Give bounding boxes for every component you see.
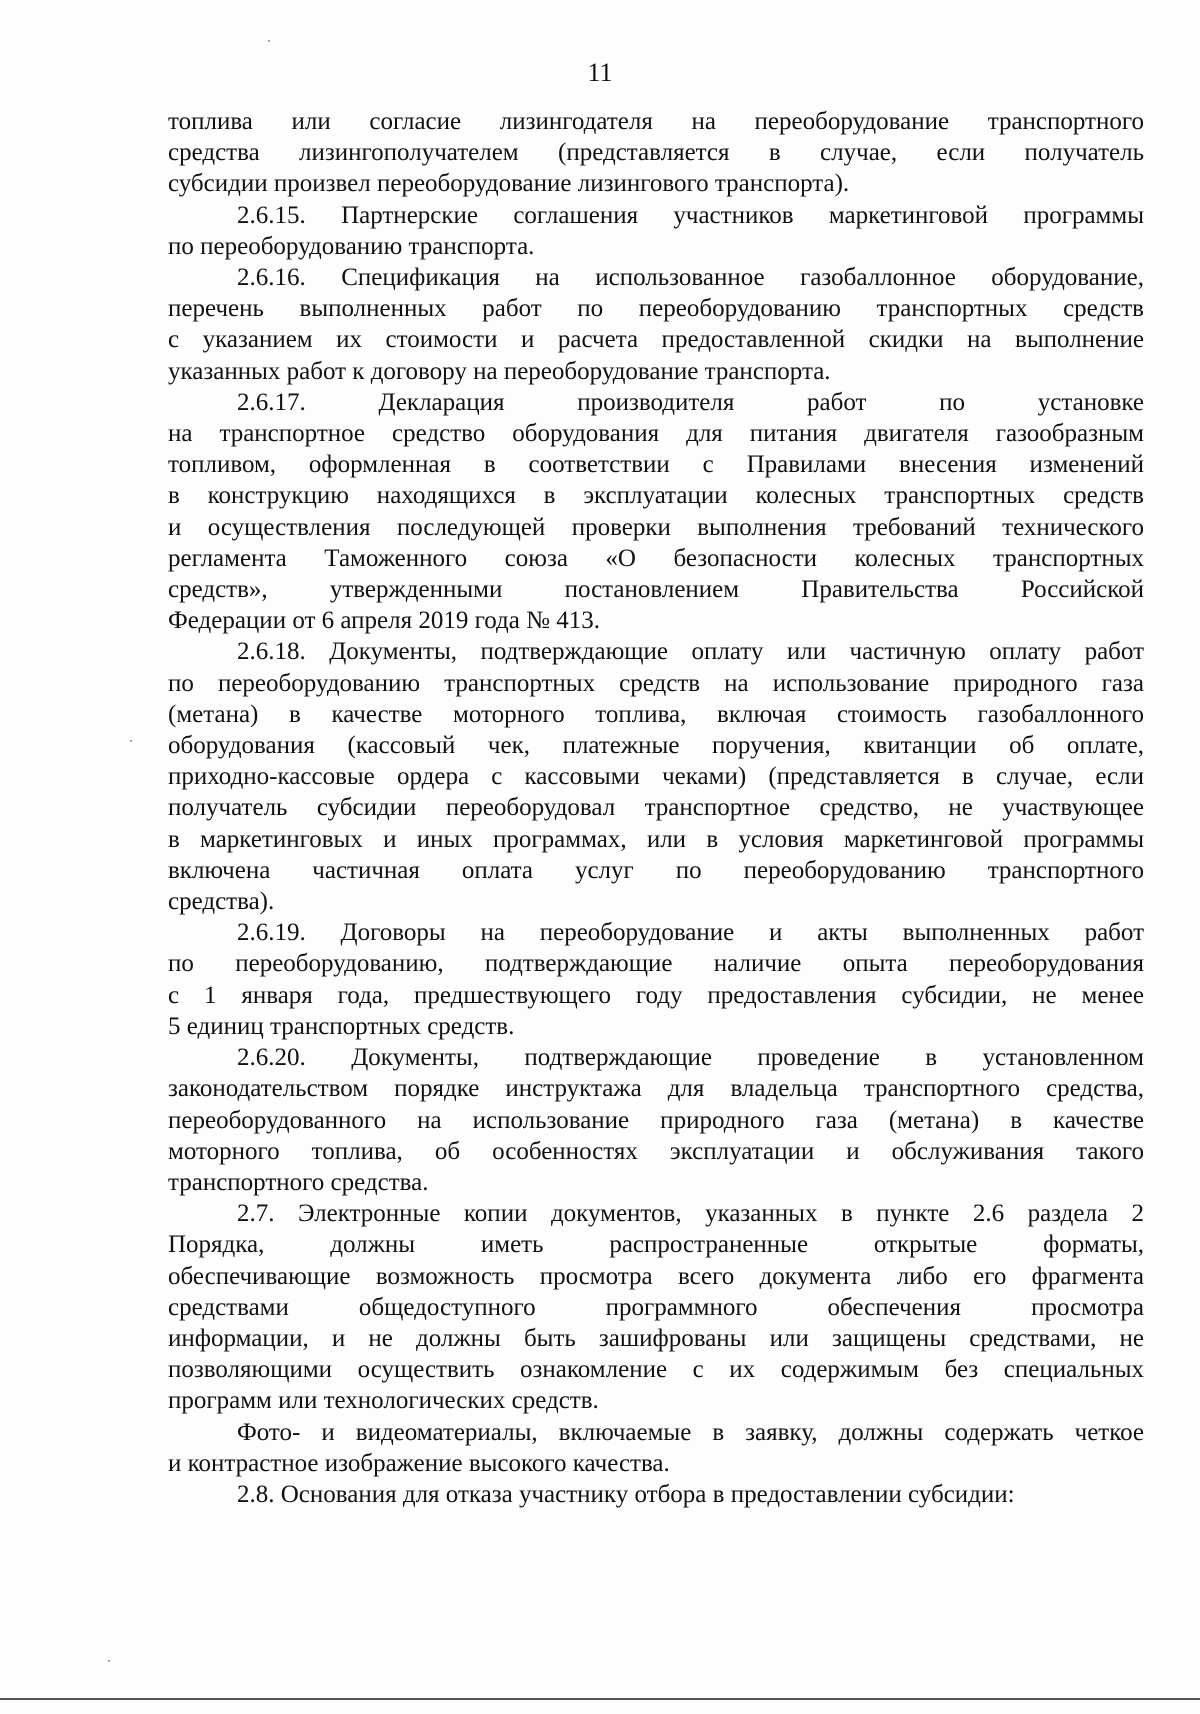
text-line: Фото- и видеоматериалы, включаемые в заявку, должны содержать четкое (237, 1418, 1144, 1446)
text-line: 2.6.18. Документы, подтверждающие оплату или частичную оплату работ (237, 638, 1144, 666)
text-line: 2.6.15. Партнерские соглашения участников маркетинговой программы (237, 201, 1144, 229)
text-line: в маркетинговых и иных программах, или в условия маркетинговой программы (168, 825, 1144, 853)
text-line: получатель субсидии переоборудовал транспортное средство, не участвующее (168, 794, 1144, 822)
paragraph-p3 (168, 387, 1144, 637)
paragraph-p9 (168, 1479, 1144, 1510)
text-line: регламента Таможенного союза «О безопасности колесных транспортных (168, 544, 1144, 572)
text-line: перечень выполненных работ по переоборудованию транспортных средств (168, 295, 1144, 323)
text-line: приходно-кассовые ордера с кассовыми чеками) (представляется в случае, если (168, 763, 1144, 791)
paragraph-p8 (168, 1417, 1144, 1479)
text-line: топливом, оформленная в соответствии с Правилами внесения изменений (168, 451, 1144, 479)
text-line: топлива или согласие лизингодателя на переоборудование транспортного (168, 108, 1144, 135)
text-line: средства лизингополучателем (представляется в случае, если получатель (168, 139, 1144, 167)
text-line: на транспортное средство оборудования для питания двигателя газообразным (168, 420, 1144, 448)
text-line: средствами общедоступного программного обеспечения просмотра (168, 1293, 1144, 1321)
paragraph-p7 (168, 1198, 1144, 1416)
text-line: 2.6.16. Спецификация на использованное газобаллонное оборудование, (237, 264, 1144, 292)
text-line: средств», утвержденными постановлением Правительства Российской (168, 576, 1144, 604)
scan-speck (268, 40, 270, 42)
text-line: транспортного средства. (168, 1168, 429, 1196)
text-line: и контрастное изображение высокого качества. (168, 1449, 670, 1477)
page-number: 11 (587, 58, 613, 87)
text-line: с указанием их стоимости и расчета предоставленной скидки на выполнение (168, 326, 1144, 354)
text-line: позволяющими осуществить ознакомление с их содержимым без специальных (168, 1356, 1144, 1384)
text-line: 2.6.17. Декларация производителя работ по установке (237, 388, 1144, 416)
text-line: 5 единиц транспортных средств. (168, 1012, 515, 1040)
paragraph-p4 (168, 636, 1144, 917)
text-line: по переоборудованию, подтверждающие наличие опыта переоборудования (168, 950, 1144, 978)
text-line: по переоборудованию транспорта. (168, 232, 535, 260)
text-line: обеспечивающие возможность просмотра всего документа либо его фрагмента (168, 1262, 1144, 1290)
text-line: 2.6.19. Договоры на переоборудование и акты выполненных работ (237, 919, 1144, 947)
text-line: 2.7. Электронные копии документов, указанных в пункте 2.6 раздела 2 (237, 1200, 1144, 1228)
text-line: оборудования (кассовый чек, платежные поручения, квитанции об оплате, (168, 732, 1144, 760)
text-line: программ или технологических средств. (168, 1387, 599, 1415)
text-line: моторного топлива, об особенностях эксплуатации и обслуживания такого (168, 1137, 1144, 1165)
text-line: с 1 января года, предшествующего году предоставления субсидии, не менее (168, 981, 1144, 1009)
scan-speck (130, 740, 132, 742)
text-line: включена частичная оплата услуг по переоборудованию транспортного (168, 856, 1144, 884)
text-line: в конструкцию находящихся в эксплуатации колесных транспортных средств (168, 482, 1144, 510)
text-line: по переоборудованию транспортных средств на использование природного газа (168, 669, 1144, 697)
scan-edge-line (0, 1698, 1200, 1700)
paragraph-p6 (168, 1042, 1144, 1198)
text-line: законодательством порядке инструктажа для владельца транспортного средства, (168, 1075, 1144, 1103)
text-line: 2.6.20. Документы, подтверждающие проведение в установленном (237, 1044, 1144, 1072)
text-line: Федерации от 6 апреля 2019 года № 413. (168, 607, 600, 635)
text-line: (метана) в качестве моторного топлива, включая стоимость газобаллонного (168, 700, 1144, 728)
paragraph-p2 (168, 262, 1144, 387)
text-line: указанных работ к договору на переоборудование транспорта. (168, 357, 831, 385)
text-line: информации, и не должны быть зашифрованы или защищены средствами, не (168, 1324, 1144, 1352)
paragraph-p5 (168, 917, 1144, 1042)
text-line: Порядка, должны иметь распространенные открытые форматы, (168, 1231, 1144, 1259)
text-line: 2.8. Основания для отказа участнику отбора в предоставлении субсидии: (237, 1480, 1015, 1508)
paragraph-p0 (168, 106, 1144, 200)
text-line: и осуществления последующей проверки выполнения требований технического (168, 513, 1144, 541)
text-line: субсидии произвел переоборудование лизингового транспорта). (168, 170, 850, 198)
document-body (168, 106, 1144, 1510)
text-line: переоборудованного на использование природного газа (метана) в качестве (168, 1106, 1144, 1134)
text-line: средства). (168, 888, 275, 916)
paragraph-p1 (168, 200, 1144, 262)
scan-speck (108, 1660, 110, 1662)
